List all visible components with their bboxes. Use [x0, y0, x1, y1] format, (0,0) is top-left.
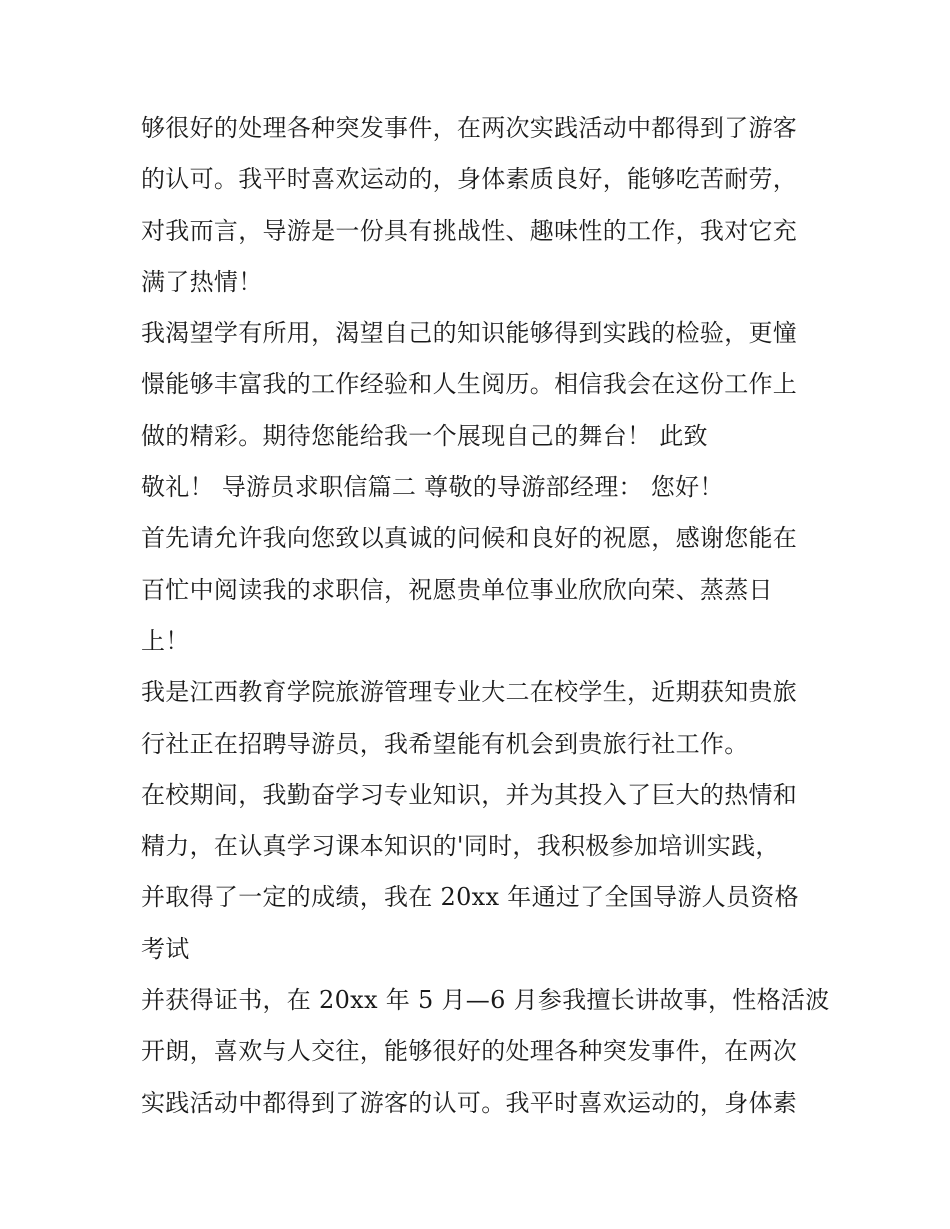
text-line: 行社正在招聘导游员，我希望能有机会到贵旅行社工作。	[141, 729, 749, 758]
text-line: 在校期间，我勤奋学习专业知识，并为其投入了巨大的热情和	[141, 780, 798, 809]
text-line: 够很好的处理各种突发事件，在两次实践活动中都得到了游客	[141, 114, 798, 142]
text-line: 满了热情！	[141, 267, 263, 296]
text-line: 我是江西教育学院旅游管理专业大二在校学生，近期获知贵旅	[141, 678, 798, 707]
text-line: 做的精彩。期待您能给我一个展现自己的舞台！ 此致	[141, 421, 708, 450]
text-line: 憬能够丰富我的工作经验和人生阅历。相信我会在这份工作上	[141, 370, 798, 399]
text-line: 百忙中阅读我的求职信，祝愿贵单位事业欣欣向荣、蒸蒸日	[141, 575, 773, 604]
text-line: 上！	[141, 626, 190, 655]
text-line: 考试	[141, 934, 190, 963]
text-line: 首先请允许我向您致以真诚的问候和良好的祝愿，感谢您能在	[141, 524, 798, 553]
text-line: 敬礼！ 导游员求职信篇二 尊敬的导游部经理： 您好！	[141, 473, 724, 502]
text-line: 的认可。我平时喜欢运动的，身体素质良好，能够吃苦耐劳，	[141, 165, 798, 194]
text-line: 并获得证书，在 20xx 年 5 月—6 月参我擅长讲故事，性格活波	[141, 986, 830, 1015]
text-line: 实践活动中都得到了游客的认可。我平时喜欢运动的，身体素	[141, 1088, 798, 1117]
body-text	[141, 103, 831, 1129]
text-line: 开朗，喜欢与人交往，能够很好的处理各种突发事件，在两次	[141, 1037, 798, 1066]
text-line: 并取得了一定的成绩，我在 20xx 年通过了全国导游人员资格	[141, 883, 799, 912]
text-line: 精力，在认真学习课本知识的'同时，我积极参加培训实践，	[141, 832, 780, 861]
text-line: 我渴望学有所用，渴望自己的知识能够得到实践的检验，更憧	[141, 319, 798, 348]
text-line: 对我而言，导游是一份具有挑战性、趣味性的工作，我对它充	[141, 216, 798, 245]
